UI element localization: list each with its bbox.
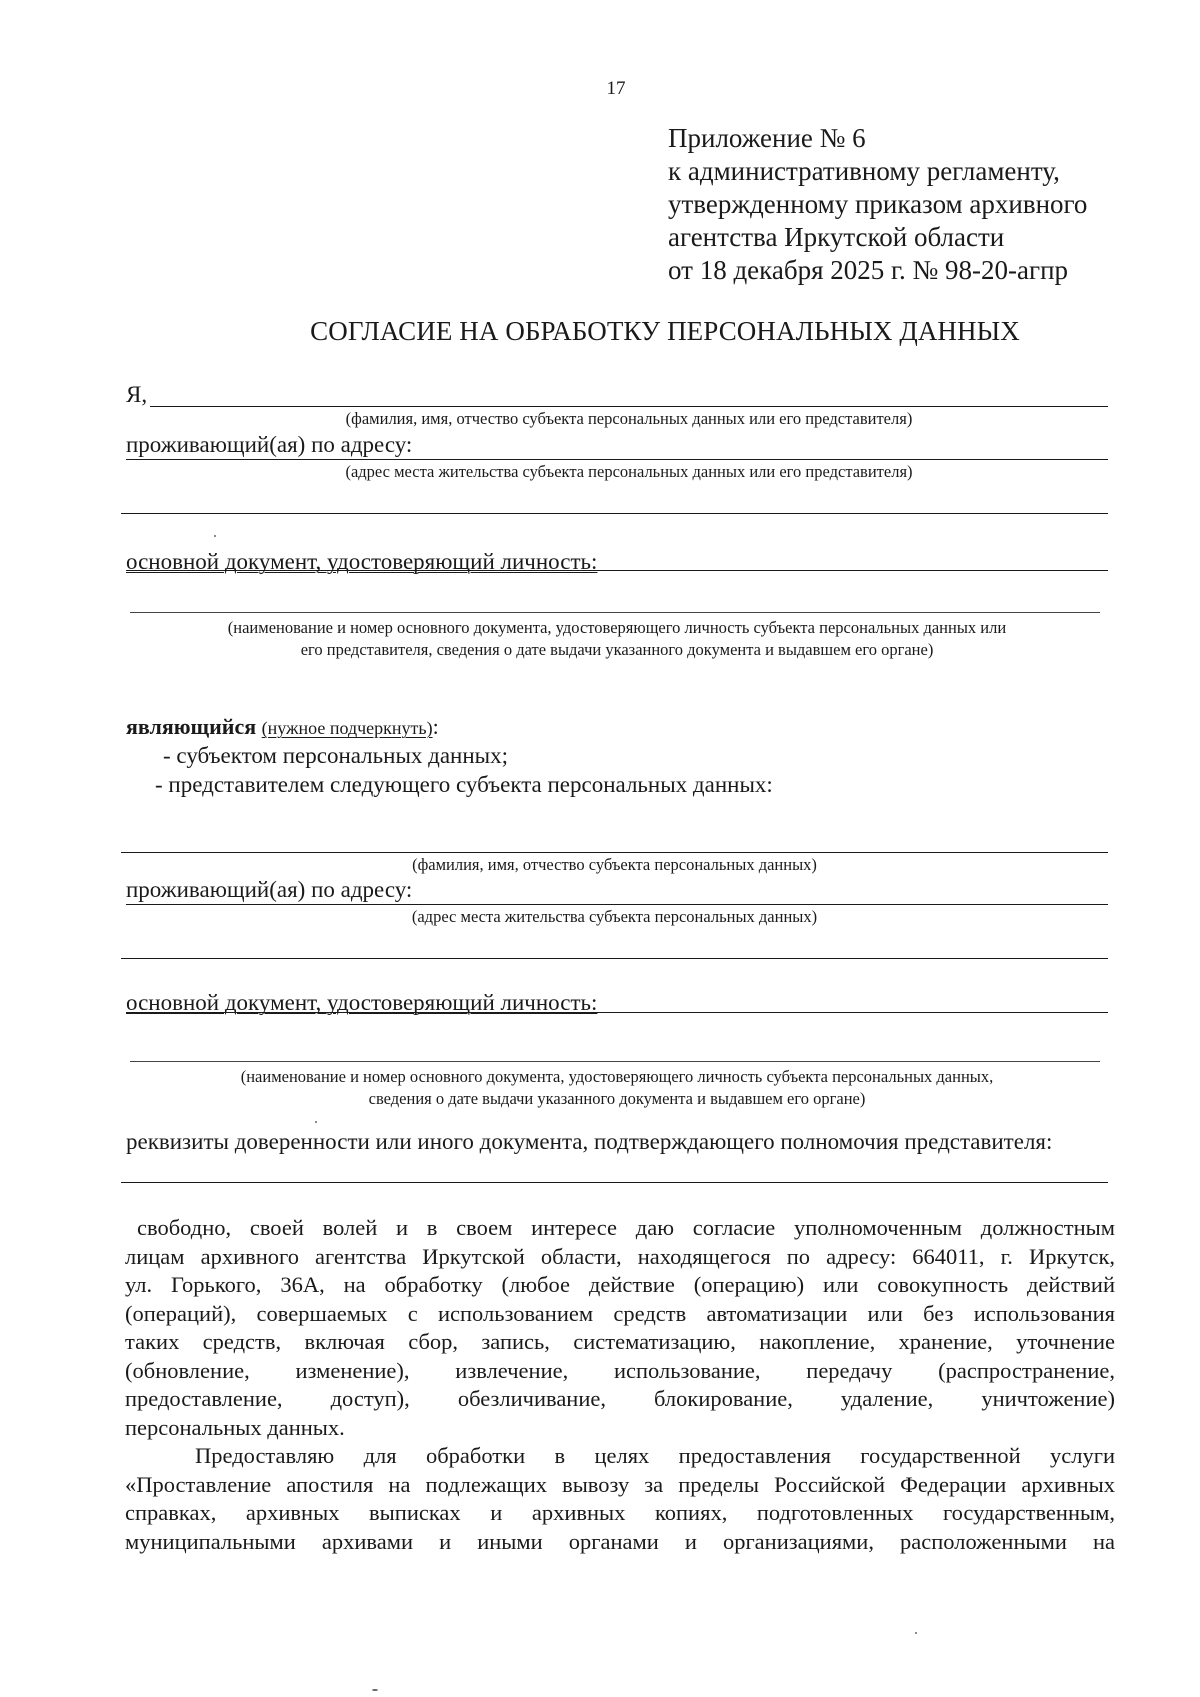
being-label: являющийся xyxy=(126,714,257,739)
doc-caption-line: его представителя, сведения о дате выдачи указанного документа и выдавшем его органе) xyxy=(300,640,934,659)
provide-line: справках, архивных выписках и архивных копиях, подготовленных государственным, xyxy=(125,1500,1115,1525)
consent-line: свободно, своей волей и в своем интересе даю согласие уполномоченным должностным xyxy=(137,1215,1115,1240)
provide-paragraph xyxy=(125,1442,1115,1556)
subject-fio-field-line[interactable] xyxy=(121,852,1108,853)
fio-caption: (фамилия, имя, отчество субъекта персональных данных или его представителя) xyxy=(345,409,913,428)
i-label: Я, xyxy=(126,382,148,407)
subject-doc-label: основной документ, удостоверяющий личность: xyxy=(126,990,598,1015)
doc-field-line[interactable] xyxy=(126,570,1108,571)
being-hint: (нужное подчеркнуть) xyxy=(261,718,433,738)
scan-speck xyxy=(315,1121,317,1123)
consent-line: таких средств, включая сбор, запись, систематизацию, накопление, хранение, уточнение xyxy=(125,1329,1115,1354)
appendix-header xyxy=(668,122,1087,287)
scan-speck xyxy=(214,535,216,537)
consent-line: предоставление, доступ), обезличивание, блокирование, удаление, уничтожение) xyxy=(125,1386,1115,1411)
address-field-line[interactable] xyxy=(126,459,1108,460)
fio-field-line[interactable] xyxy=(150,406,1108,407)
consent-line: (обновление, изменение), извлечение, использование, передачу (распространение, xyxy=(125,1357,1115,1383)
appendix-line: агентства Иркутской области xyxy=(668,222,1005,252)
subject-doc-caption-line: (наименование и номер основного документа, удостоверяющего личность субъекта персональных данных, xyxy=(240,1067,994,1086)
subject-address-caption: (адрес места жительства субъекта персональных данных) xyxy=(411,907,818,926)
document-title: СОГЛАСИЕ НА ОБРАБОТКУ ПЕРСОНАЛЬНЫХ ДАННЫХ xyxy=(310,316,1020,346)
provide-line: муниципальными архивами и иными органами и организациями, расположенными на xyxy=(125,1528,1115,1554)
consent-line: лицам архивного агентства Иркутской области, находящегося по адресу: 664011, г. Иркутск, xyxy=(125,1243,1115,1269)
consent-line: (операций), совершаемых с использованием средств автоматизации или без использования xyxy=(125,1300,1115,1326)
address-field-line-2[interactable] xyxy=(121,513,1108,514)
appendix-line: Приложение № 6 xyxy=(668,123,866,153)
scan-speck xyxy=(372,1689,378,1691)
option-subject[interactable]: - субъектом персональных данных; xyxy=(163,743,509,768)
consent-line: персональных данных. xyxy=(125,1414,345,1440)
page-number: 17 xyxy=(606,78,626,99)
subject-doc-caption-line: сведения о дате выдачи указанного документа и выдавшем его органе) xyxy=(368,1089,866,1108)
doc-caption xyxy=(126,617,1108,661)
subject-doc-caption xyxy=(126,1066,1108,1110)
appendix-line: от 18 декабря 2025 г. № 98-20-агпр xyxy=(668,255,1069,285)
address-caption: (адрес места жительства субъекта персональных данных или его представителя) xyxy=(345,462,913,481)
being-line xyxy=(126,714,439,740)
subject-address-field-line-2[interactable] xyxy=(121,958,1108,959)
appendix-line: утвержденному приказом архивного xyxy=(668,189,1088,219)
power-of-attorney-field-line[interactable] xyxy=(121,1182,1108,1183)
doc-label: основной документ, удостоверяющий личность: xyxy=(126,549,598,574)
subject-fio-caption: (фамилия, имя, отчество субъекта персональных данных) xyxy=(412,855,817,874)
consent-paragraph xyxy=(125,1214,1115,1442)
scan-speck xyxy=(915,1632,917,1634)
subject-address-field-line[interactable] xyxy=(126,904,1108,905)
appendix-line: к административному регламенту, xyxy=(668,156,1060,186)
subject-doc-field-line[interactable] xyxy=(126,1012,1108,1013)
being-colon: : xyxy=(432,714,439,739)
provide-line: «Проставление апостиля на подлежащих вывозу за пределы Российской Федерации архивных xyxy=(125,1471,1115,1497)
subject-doc-details-line[interactable] xyxy=(130,1061,1100,1062)
option-representative[interactable]: - представителем следующего субъекта персональных данных: xyxy=(155,772,773,797)
provide-line: Предоставляю для обработки в целях предоставления государственной услуги xyxy=(195,1443,1115,1468)
consent-line: ул. Горького, 36А, на обработку (любое действие (операцию) или совокупность действий xyxy=(125,1272,1115,1297)
address-label: проживающий(ая) по адресу: xyxy=(126,432,413,457)
power-of-attorney-label: реквизиты доверенности или иного документа, подтверждающего полномочия представителя: xyxy=(126,1129,1053,1154)
doc-caption-line: (наименование и номер основного документа, удостоверяющего личность субъекта персональных данных или xyxy=(227,618,1007,637)
subject-address-label: проживающий(ая) по адресу: xyxy=(126,877,413,902)
doc-details-line[interactable] xyxy=(130,612,1100,613)
